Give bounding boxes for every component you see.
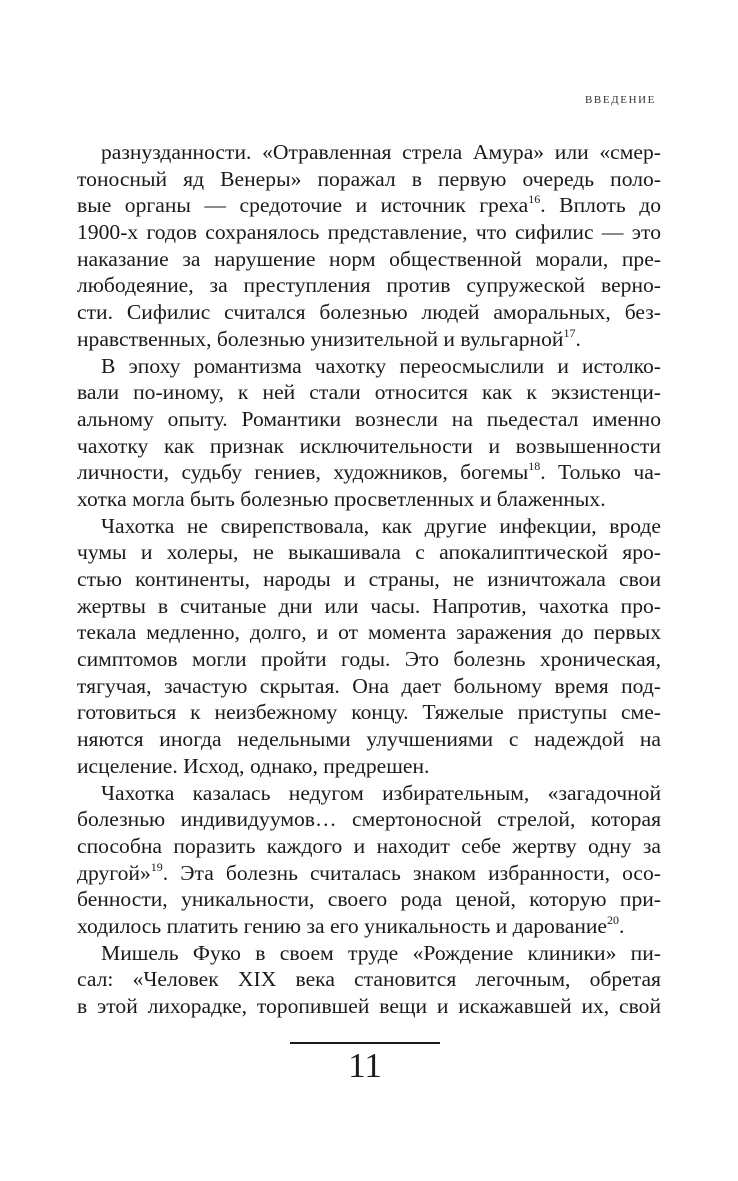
text-line xyxy=(77,566,661,593)
line-text: Мишель Фуко в своем труде «Рождение клиники» пи- xyxy=(101,940,661,965)
line-text: разнузданности. «Отравленная стрела Амура» или «смер- xyxy=(101,140,661,164)
line-text: В эпоху романтизма чахотку переосмыслили и истолко- xyxy=(101,353,661,378)
line-text: сал: «Человек XIX века становится легочным, обретая xyxy=(77,967,661,992)
line-text: любодеяние, за преступления против супружеской верно- xyxy=(77,273,661,298)
line-text: стью континенты, народы и страны, не изничтожала свои xyxy=(77,567,661,591)
line-text: сти. Сифилис считался болезнью людей аморальных, без- xyxy=(77,300,661,325)
line-text: хотка могла быть болезнью просветленных и блаженных. xyxy=(77,486,606,511)
line-text: чахотку как признак исключительности и возвышенности xyxy=(77,433,661,458)
text-line xyxy=(77,299,661,326)
text-line xyxy=(77,486,661,513)
line-text: в этой лихорадке, торопившей вещи и искажавшей их, свой xyxy=(77,994,661,1018)
text-line xyxy=(77,166,661,193)
body-text xyxy=(77,139,661,1020)
text-line xyxy=(77,593,661,620)
footnote-ref[interactable]: 19 xyxy=(150,859,163,874)
text-line xyxy=(77,272,661,299)
text-line xyxy=(77,459,661,486)
text-line xyxy=(77,192,661,219)
paragraph xyxy=(77,139,661,353)
footer-rule xyxy=(290,1042,440,1044)
text-line xyxy=(77,513,661,540)
text-line xyxy=(77,433,661,460)
paragraph xyxy=(77,940,661,1020)
page-number: 11 xyxy=(348,1046,382,1085)
line-text: тоносный яд Венеры» поражал в первую очередь поло- xyxy=(77,166,661,191)
text-line xyxy=(77,646,661,673)
text-line xyxy=(77,913,661,940)
line-text: . Вплоть до xyxy=(540,193,661,218)
text-line xyxy=(77,619,661,646)
line-text: Чахотка не свирепствовала, как другие инфекции, вроде xyxy=(101,513,661,538)
running-head: ВВЕДЕНИЕ xyxy=(584,94,656,106)
text-line xyxy=(77,886,661,913)
line-text: . xyxy=(575,326,581,351)
text-line xyxy=(77,753,661,780)
text-line xyxy=(77,219,661,246)
footnote-ref[interactable]: 16 xyxy=(528,192,541,207)
text-line xyxy=(77,806,661,833)
text-line xyxy=(77,860,661,887)
text-line xyxy=(77,379,661,406)
line-text: чумы и холеры, не выкашивала с апокалиптической яро- xyxy=(77,540,661,565)
line-text: готовиться к неизбежному концу. Тяжелые приступы сме- xyxy=(77,700,661,725)
text-line xyxy=(77,139,661,166)
text-line xyxy=(77,833,661,860)
line-text: другой» xyxy=(77,860,151,885)
line-text: нравственных, болезнью унизительной и вульгарной xyxy=(77,326,564,351)
line-text: способна поразить каждого и находит себе жертву одну за xyxy=(77,833,661,858)
line-text: исцеление. Исход, однако, предрешен. xyxy=(77,753,430,778)
line-text: симптомов могли пройти годы. Это болезнь хроническая, xyxy=(77,647,661,672)
line-text: альному опыту. Романтики вознесли на пьедестал именно xyxy=(77,406,661,431)
text-line xyxy=(77,993,661,1020)
text-line xyxy=(77,940,661,967)
line-text: болезнью индивидуумов… смертоносной стрелой, которая xyxy=(77,807,661,832)
line-text: . Только ча- xyxy=(540,460,661,485)
text-line xyxy=(77,726,661,753)
line-text: 1900-х годов сохранялось представление, что сифилис — это xyxy=(77,220,661,245)
line-text: . Эта болезнь считалась знаком избранности, осо- xyxy=(162,860,661,885)
text-line xyxy=(77,539,661,566)
line-text: няются иногда недельными улучшениями с надеждой на xyxy=(77,727,661,752)
text-line xyxy=(77,406,661,433)
text-line xyxy=(77,966,661,993)
line-text: тягучая, зачастую скрытая. Она дает больному время под- xyxy=(77,673,661,698)
line-text: личности, судьбу гениев, художников, богемы xyxy=(77,460,529,485)
line-text: бенности, уникальности, своего рода ценой, которую при- xyxy=(77,887,661,912)
footnote-ref[interactable]: 17 xyxy=(563,325,576,340)
paragraph xyxy=(77,513,661,780)
line-text: жертвы в считаные дни или часы. Напротив, чахотка про- xyxy=(77,593,661,618)
footnote-ref[interactable]: 20 xyxy=(607,912,620,927)
text-line xyxy=(77,673,661,700)
line-text: текала медленно, долго, и от момента заражения до первых xyxy=(77,620,661,645)
line-text: Чахотка казалась недугом избирательным, «загадочной xyxy=(101,780,661,805)
line-text: вые органы — средоточие и источник греха xyxy=(77,193,529,218)
text-line xyxy=(77,699,661,726)
line-text: наказание за нарушение норм общественной морали, пре- xyxy=(77,246,661,271)
text-line xyxy=(77,326,661,353)
text-line xyxy=(77,246,661,273)
paragraph xyxy=(77,780,661,940)
paragraph xyxy=(77,353,661,513)
line-text: вали по-иному, к ней стали относится как к экзистенци- xyxy=(77,380,661,405)
footnote-ref[interactable]: 18 xyxy=(528,459,541,474)
text-line xyxy=(77,353,661,380)
line-text: . xyxy=(619,913,625,938)
line-text: ходилось платить гению за его уникальность и дарование xyxy=(77,913,608,938)
text-line xyxy=(77,780,661,807)
